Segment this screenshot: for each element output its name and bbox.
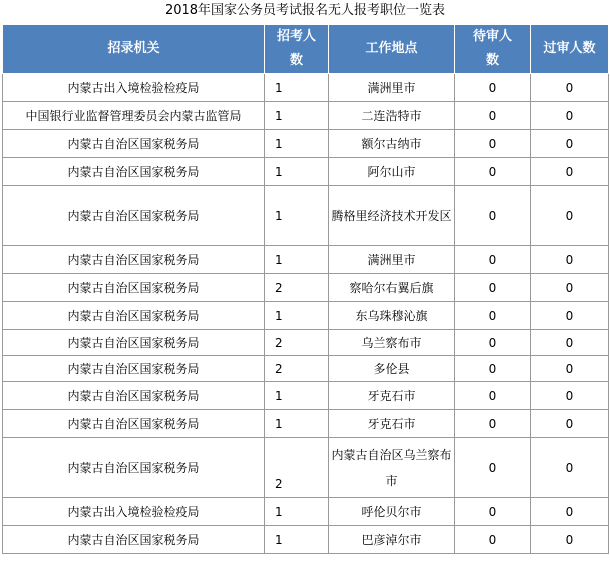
cell-org: 内蒙古自治区国家税务局 xyxy=(3,186,265,246)
cell-pending: 0 xyxy=(455,330,531,356)
table-row xyxy=(3,102,609,130)
cell-org: 内蒙古自治区国家税务局 xyxy=(3,302,265,330)
table-header-row xyxy=(3,25,609,74)
header-num-line2: 数 xyxy=(289,53,303,68)
cell-loc: 阿尔山市 xyxy=(329,158,455,186)
cell-passed: 0 xyxy=(531,186,609,246)
header-pending-line2: 数 xyxy=(485,53,499,68)
cell-num: 2 xyxy=(265,438,329,498)
cell-num: 1 xyxy=(265,246,329,274)
cell-loc: 满洲里市 xyxy=(329,74,455,102)
cell-org: 内蒙古自治区国家税务局 xyxy=(3,382,265,410)
cell-num: 1 xyxy=(265,526,329,554)
header-pending-line1: 待审人 xyxy=(472,29,512,44)
cell-org: 内蒙古自治区国家税务局 xyxy=(3,246,265,274)
table-row xyxy=(3,246,609,274)
cell-pending: 0 xyxy=(455,74,531,102)
cell-num: 1 xyxy=(265,410,329,438)
cell-passed: 0 xyxy=(531,74,609,102)
cell-pending: 0 xyxy=(455,526,531,554)
cell-num: 2 xyxy=(265,274,329,302)
cell-loc: 内蒙古自治区乌兰察布市 xyxy=(329,438,455,498)
cell-num: 2 xyxy=(265,356,329,382)
cell-loc: 东乌珠穆沁旗 xyxy=(329,302,455,330)
table-row xyxy=(3,382,609,410)
cell-num: 1 xyxy=(265,102,329,130)
table-row xyxy=(3,410,609,438)
cell-passed: 0 xyxy=(531,274,609,302)
cell-passed: 0 xyxy=(531,246,609,274)
cell-passed: 0 xyxy=(531,526,609,554)
cell-org: 内蒙古自治区国家税务局 xyxy=(3,158,265,186)
header-passed: 过审人数 xyxy=(531,25,609,74)
cell-passed: 0 xyxy=(531,158,609,186)
cell-pending: 0 xyxy=(455,130,531,158)
cell-loc: 牙克石市 xyxy=(329,382,455,410)
cell-pending: 0 xyxy=(455,382,531,410)
cell-org: 内蒙古自治区国家税务局 xyxy=(3,130,265,158)
cell-pending: 0 xyxy=(455,498,531,526)
cell-pending: 0 xyxy=(455,158,531,186)
cell-passed: 0 xyxy=(531,438,609,498)
cell-passed: 0 xyxy=(531,102,609,130)
header-num xyxy=(265,25,329,74)
cell-pending: 0 xyxy=(455,186,531,246)
table-row xyxy=(3,526,609,554)
cell-num: 1 xyxy=(265,158,329,186)
table-row xyxy=(3,438,609,498)
cell-pending: 0 xyxy=(455,438,531,498)
cell-num: 1 xyxy=(265,130,329,158)
cell-passed: 0 xyxy=(531,410,609,438)
cell-org: 内蒙古自治区国家税务局 xyxy=(3,356,265,382)
cell-passed: 0 xyxy=(531,302,609,330)
header-org: 招录机关 xyxy=(3,25,265,74)
cell-org: 内蒙古自治区国家税务局 xyxy=(3,438,265,498)
cell-org: 内蒙古自治区国家税务局 xyxy=(3,330,265,356)
table-row xyxy=(3,302,609,330)
cell-org: 内蒙古自治区国家税务局 xyxy=(3,526,265,554)
table-row xyxy=(3,356,609,382)
table-row xyxy=(3,498,609,526)
table-row xyxy=(3,330,609,356)
header-pending xyxy=(455,25,531,74)
table-row xyxy=(3,186,609,246)
cell-num: 1 xyxy=(265,302,329,330)
cell-num: 1 xyxy=(265,382,329,410)
cell-passed: 0 xyxy=(531,356,609,382)
cell-org: 内蒙古出入境检验检疫局 xyxy=(3,74,265,102)
cell-loc: 二连浩特市 xyxy=(329,102,455,130)
header-num-line1: 招考人 xyxy=(276,29,316,44)
cell-loc: 牙克石市 xyxy=(329,410,455,438)
table-row xyxy=(3,158,609,186)
cell-passed: 0 xyxy=(531,382,609,410)
cell-passed: 0 xyxy=(531,498,609,526)
cell-pending: 0 xyxy=(455,356,531,382)
header-loc: 工作地点 xyxy=(329,25,455,74)
cell-loc: 察哈尔右翼后旗 xyxy=(329,274,455,302)
page-title: 2018年国家公务员考试报名无人报考职位一览表 xyxy=(164,3,446,18)
table-row xyxy=(3,74,609,102)
cell-passed: 0 xyxy=(531,130,609,158)
table-row xyxy=(3,130,609,158)
cell-num: 1 xyxy=(265,498,329,526)
cell-org: 内蒙古自治区国家税务局 xyxy=(3,410,265,438)
cell-loc: 呼伦贝尔市 xyxy=(329,498,455,526)
cell-org: 内蒙古出入境检验检疫局 xyxy=(3,498,265,526)
cell-pending: 0 xyxy=(455,102,531,130)
cell-num: 1 xyxy=(265,186,329,246)
cell-num: 2 xyxy=(265,330,329,356)
cell-loc: 腾格里经济技术开发区 xyxy=(329,186,455,246)
cell-pending: 0 xyxy=(455,246,531,274)
cell-pending: 0 xyxy=(455,410,531,438)
cell-num: 1 xyxy=(265,74,329,102)
cell-org: 中国银行业监督管理委员会内蒙古监管局 xyxy=(3,102,265,130)
cell-passed: 0 xyxy=(531,330,609,356)
vacant-positions-table xyxy=(2,24,609,554)
cell-loc: 多伦县 xyxy=(329,356,455,382)
cell-org: 内蒙古自治区国家税务局 xyxy=(3,274,265,302)
cell-loc: 乌兰察布市 xyxy=(329,330,455,356)
cell-pending: 0 xyxy=(455,302,531,330)
cell-pending: 0 xyxy=(455,274,531,302)
cell-loc: 满洲里市 xyxy=(329,246,455,274)
cell-loc: 额尔古纳市 xyxy=(329,130,455,158)
cell-loc: 巴彦淖尔市 xyxy=(329,526,455,554)
table-row xyxy=(3,274,609,302)
